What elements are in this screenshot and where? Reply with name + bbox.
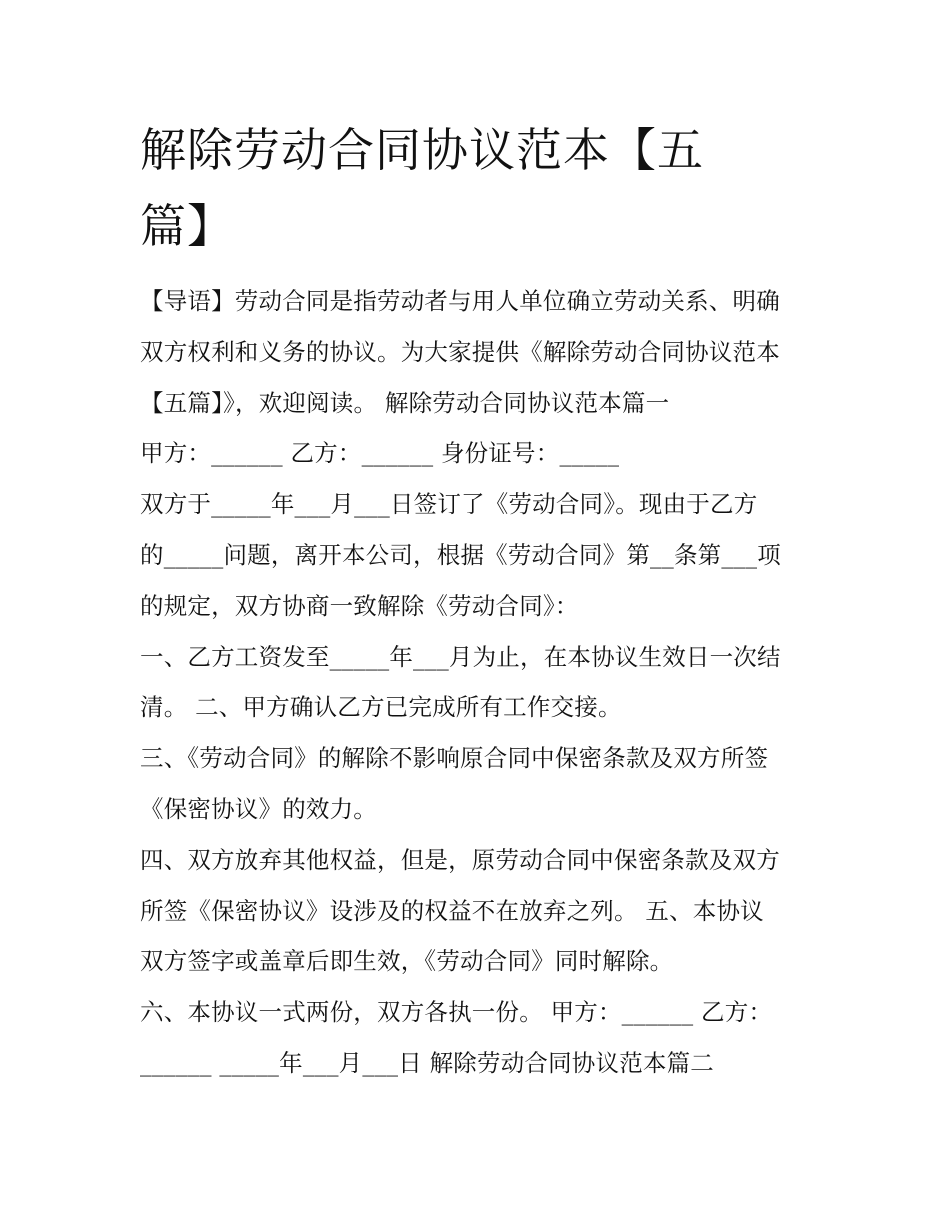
body-line-1: 【导语】劳动合同是指劳动者与用人单位确立劳动关系、明确	[140, 287, 780, 315]
body-line-5: 双方于_____年___月___日签订了《劳动合同》。现由于乙方	[140, 490, 758, 519]
party-fields-line: 甲方：______ 乙方：______ 身份证号：_____	[140, 439, 620, 468]
clause-4-5-line: 所签《保密协议》设涉及的权益不在放弃之列。 五、本协议	[140, 896, 764, 925]
body-line-3: 【五篇】》，欢迎阅读。 解除劳动合同协议范本篇一	[140, 388, 670, 417]
clause-2-line: 清。 二、甲方确认乙方已完成所有工作交接。	[140, 693, 622, 722]
clause-4-line: 四、双方放弃其他权益，但是，原劳动合同中保密条款及双方	[140, 845, 780, 874]
clause-5-line-cont: 双方签字或盖章后即生效，《劳动合同》同时解除。	[140, 947, 674, 976]
document-title	[140, 112, 820, 264]
body-line-7: 的规定，双方协商一致解除《劳动合同》：	[140, 591, 579, 620]
document-body	[140, 276, 830, 1089]
body-line-6: 的_____问题，离开本公司，根据《劳动合同》第__条第___项	[140, 540, 781, 569]
body-line-2: 双方权利和义务的协议。为大家提供《解除劳动合同协议范本	[140, 337, 780, 366]
title-line-1: 解除劳动合同协议范本【五	[140, 123, 704, 177]
clause-3-line-cont: 《保密协议》的效力。	[140, 794, 377, 823]
signature-date-line: ______ _____年___月___日 解除劳动合同协议范本篇二	[140, 1048, 714, 1077]
clause-6-line: 六、本协议一式两份，双方各执一份。 甲方：______ 乙方：	[140, 998, 773, 1027]
clause-1-line: 一、乙方工资发至_____年___月为止，在本协议生效日一次结	[140, 642, 781, 671]
clause-3-line: 三、《劳动合同》的解除不影响原合同中保密条款及双方所签	[140, 744, 769, 773]
title-line-2: 篇】	[140, 199, 234, 253]
